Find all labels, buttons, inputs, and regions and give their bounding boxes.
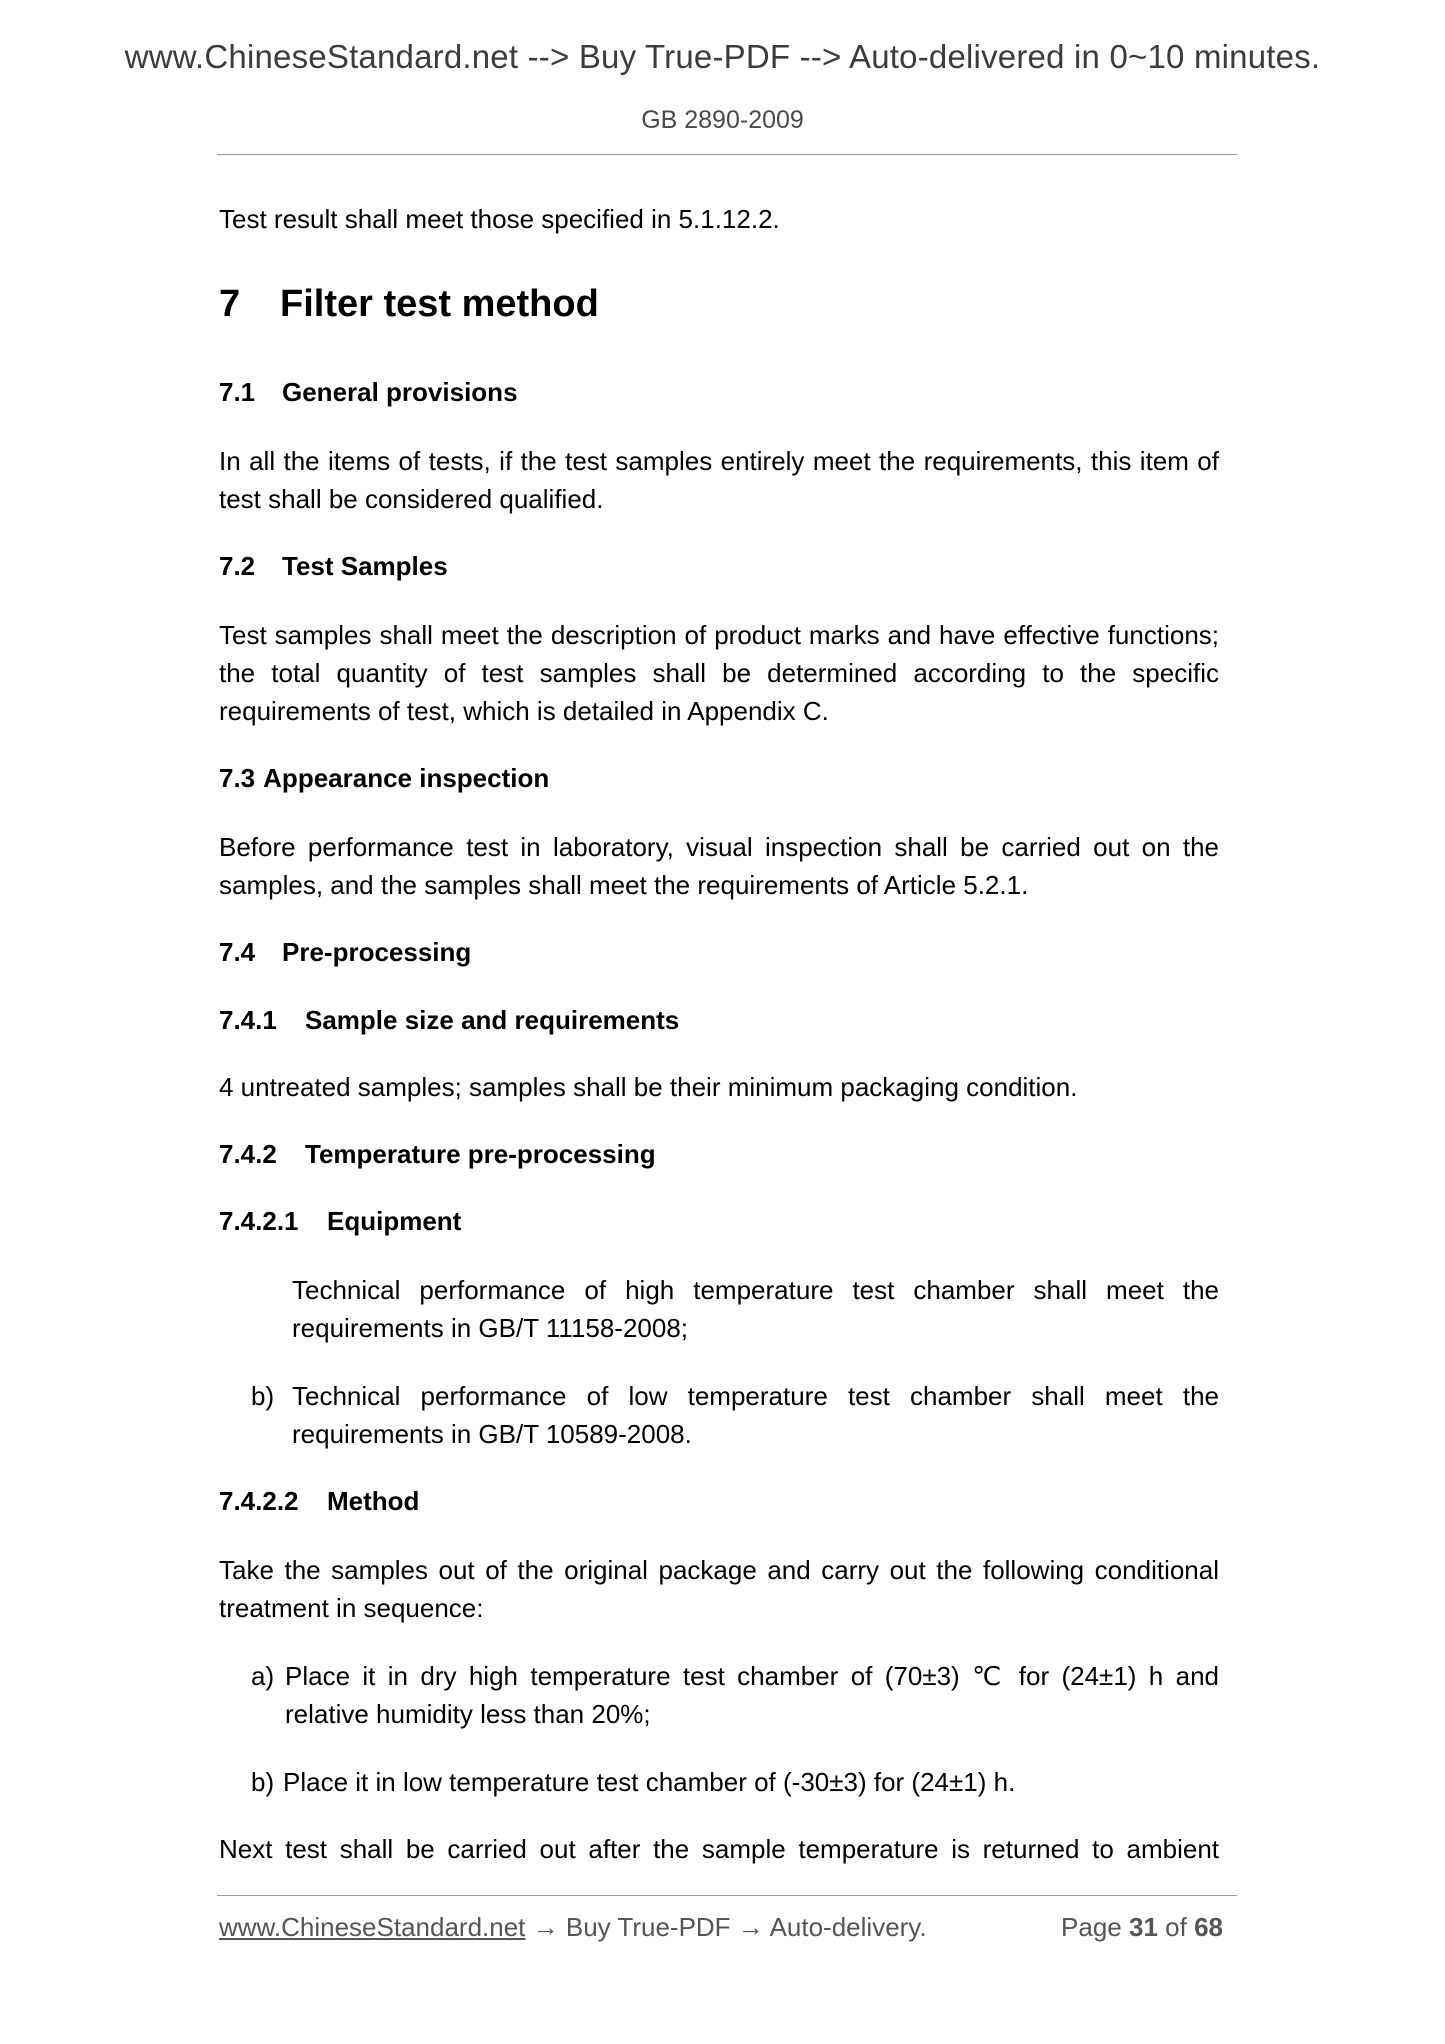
section-number: 7 xyxy=(219,283,241,325)
section-number: 7.4.2.2 xyxy=(219,1486,299,1516)
section-number: 7.4.2 xyxy=(219,1139,277,1169)
section-title: Method xyxy=(327,1486,420,1516)
section-title: Temperature pre-processing xyxy=(305,1139,656,1169)
equipment-item-a: Technical performance of high temperature test chamber shall meet the requirements in GB/T 11158-2008; xyxy=(292,1275,1219,1343)
section-7-2-heading xyxy=(219,549,1219,583)
method-item-a: Place it in dry high temperature test chamber of (70±3) ℃ for (24±1) h and relative humidity less than 20%; xyxy=(285,1661,1219,1729)
footer-site-link[interactable]: www.ChineseStandard.net xyxy=(219,1912,526,1942)
section-title: General provisions xyxy=(282,377,518,407)
section-title: Filter test method xyxy=(280,283,599,325)
footer-divider xyxy=(217,1895,1237,1896)
section-7-2-paragraph: Test samples shall meet the description of product marks and have effective functions; the total quantity of test samples shall be determined according to the specific requirements of test, which is detailed in Appendix C. xyxy=(219,620,1219,726)
equipment-item-b-marker: b) xyxy=(251,1381,275,1411)
section-7-3-heading xyxy=(219,761,1219,795)
section-number: 7.1 xyxy=(219,377,256,407)
section-title: Test Samples xyxy=(282,551,448,581)
section-number: 7.4.1 xyxy=(219,1005,277,1035)
section-7-3-paragraph: Before performance test in laboratory, visual inspection shall be carried out on the samples, and the samples shall meet the requirements of Article 5.2.1. xyxy=(219,832,1219,900)
section-number: 7.2 xyxy=(219,551,256,581)
section-title: Sample size and requirements xyxy=(305,1005,680,1035)
section-7-4-1-paragraph: 4 untreated samples; samples shall be their minimum packaging condition. xyxy=(219,1072,1078,1102)
section-7-1-paragraph: In all the items of tests, if the test samples entirely meet the requirements, this item of test shall be considered qualified. xyxy=(219,446,1219,514)
section-7-4-2-1-heading xyxy=(219,1204,1219,1238)
section-number: 7.4.2.1 xyxy=(219,1206,299,1236)
header-divider xyxy=(217,154,1237,155)
page-number: 31 xyxy=(1129,1912,1158,1942)
next-test-paragraph: Next test shall be carried out after the sample temperature is returned to ambient xyxy=(219,1834,1219,1864)
intro-paragraph: Test result shall meet those specified in 5.1.12.2. xyxy=(219,204,780,234)
document-code: GB 2890-2009 xyxy=(641,106,804,134)
section-title: Appearance inspection xyxy=(263,763,550,793)
section-7-4-heading xyxy=(219,935,1219,969)
method-item-a-marker: a) xyxy=(251,1661,275,1691)
method-item-b: Place it in low temperature test chamber of (-30±3) for (24±1) h. xyxy=(283,1767,1016,1797)
page-indicator xyxy=(1061,1912,1223,1943)
section-title: Pre-processing xyxy=(282,937,472,967)
section-7-heading xyxy=(219,282,1219,326)
method-item-b-marker: b) xyxy=(251,1767,275,1797)
page-total: 68 xyxy=(1194,1912,1223,1942)
section-7-4-1-heading xyxy=(219,1003,1219,1037)
section-7-4-2-2-heading xyxy=(219,1484,1219,1518)
page-word: Page xyxy=(1061,1912,1122,1942)
of-word: of xyxy=(1165,1912,1187,1942)
equipment-item-b: Technical performance of low temperature test chamber shall meet the requirements in GB/T 10589-2008. xyxy=(292,1381,1219,1449)
section-title: Equipment xyxy=(327,1206,462,1236)
section-number: 7.3 xyxy=(219,763,256,793)
section-7-4-2-heading xyxy=(219,1137,1219,1171)
method-paragraph: Take the samples out of the original package and carry out the following conditional treatment in sequence: xyxy=(219,1555,1219,1623)
section-7-1-heading xyxy=(219,375,1219,409)
page-footer xyxy=(219,1912,1223,1943)
footer-tagline: → Buy True-PDF → Auto-delivery. xyxy=(525,1912,927,1942)
section-number: 7.4 xyxy=(219,937,256,967)
header-banner: www.ChineseStandard.net --> Buy True-PDF --> Auto-delivered in 0~10 minutes. xyxy=(124,38,1321,75)
